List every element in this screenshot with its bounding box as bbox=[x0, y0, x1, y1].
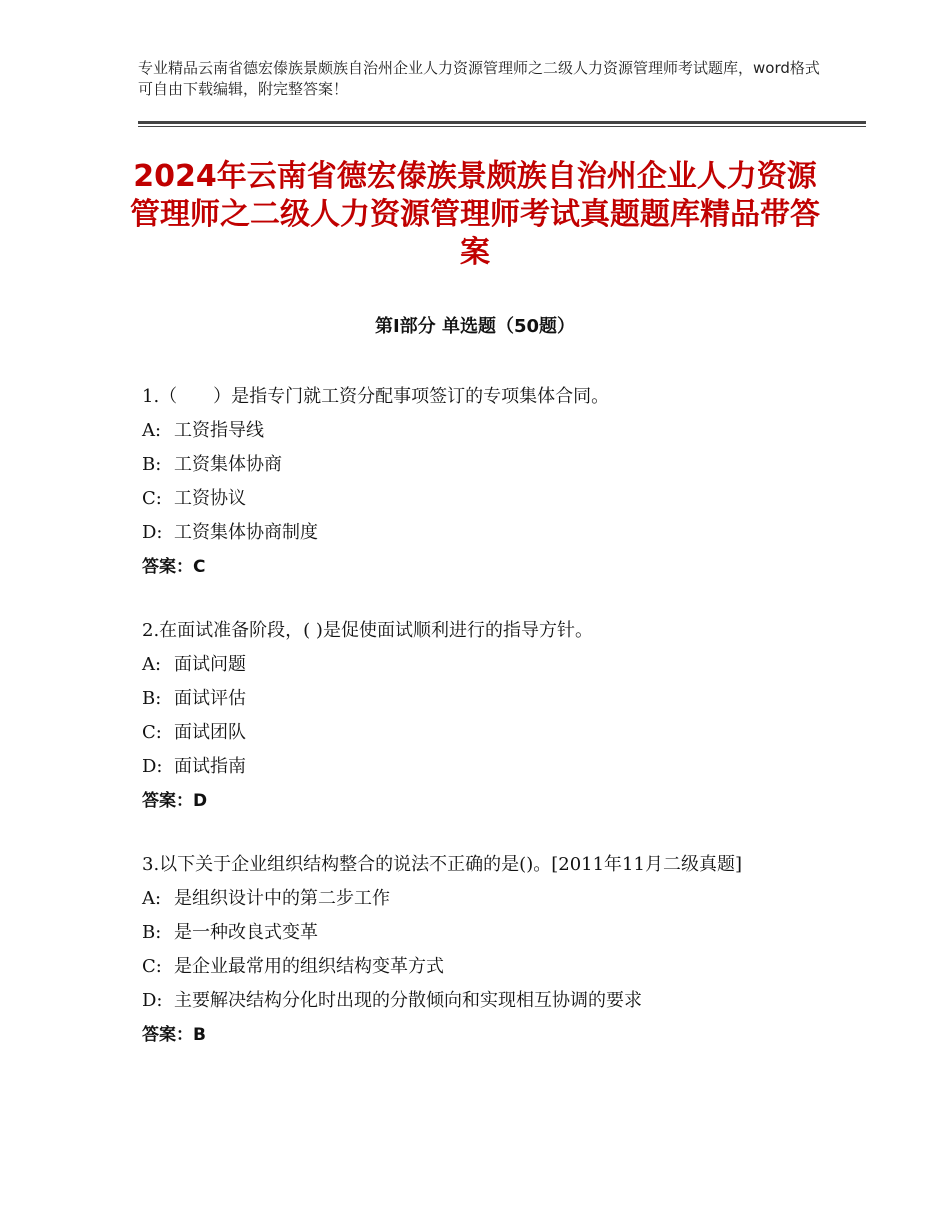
option-b bbox=[142, 450, 802, 480]
option-text: 工资协议 bbox=[174, 488, 246, 509]
answer: 答案：D bbox=[142, 791, 208, 811]
answer: 答案：C bbox=[142, 557, 206, 577]
option-key: C: bbox=[142, 488, 162, 509]
option-b bbox=[142, 918, 802, 948]
option-key: B: bbox=[142, 922, 162, 943]
option-d bbox=[142, 986, 802, 1016]
document-title: 2024年云南省德宏傣族景颇族自治州企业人力资源管理师之二级人力资源管理师考试真题题库精品带答案 bbox=[130, 159, 820, 270]
header-note: 专业精品云南省德宏傣族景颇族自治州企业人力资源管理师之二级人力资源管理师考试题库，word格式可自由下载编辑，附完整答案！ bbox=[138, 59, 820, 98]
option-a bbox=[142, 416, 802, 446]
option-key: B: bbox=[142, 688, 162, 709]
option-text: 面试团队 bbox=[174, 722, 246, 743]
option-text: 工资集体协商制度 bbox=[174, 522, 318, 543]
option-text: 工资指导线 bbox=[174, 420, 264, 441]
option-text: 是企业最常用的组织结构变革方式 bbox=[174, 956, 444, 977]
option-text: 主要解决结构分化时出现的分散倾向和实现相互协调的要求 bbox=[174, 990, 642, 1011]
option-key: D: bbox=[142, 756, 163, 777]
option-c bbox=[142, 484, 802, 514]
option-key: D: bbox=[142, 522, 163, 543]
option-a bbox=[142, 884, 802, 914]
option-text: 是一种改良式变革 bbox=[174, 922, 318, 943]
option-c bbox=[142, 952, 802, 982]
option-key: C: bbox=[142, 722, 162, 743]
question-stem: 3.以下关于企业组织结构整合的说法不正确的是()。[2011年11月二级真题] bbox=[142, 854, 742, 875]
option-key: A: bbox=[142, 888, 162, 909]
option-key: A: bbox=[142, 654, 162, 675]
question-stem: 2.在面试准备阶段，( )是促使面试顺利进行的指导方针。 bbox=[142, 620, 593, 641]
option-text: 是组织设计中的第二步工作 bbox=[174, 888, 390, 909]
question-stem: 1.（ ）是指专门就工资分配事项签订的专项集体合同。 bbox=[142, 386, 610, 407]
section-title: 第Ⅰ部分 单选题（50题） bbox=[374, 316, 575, 337]
question-1 bbox=[142, 382, 802, 582]
option-text: 工资集体协商 bbox=[174, 454, 282, 475]
option-a bbox=[142, 650, 802, 680]
option-text: 面试评估 bbox=[174, 688, 246, 709]
question-3 bbox=[142, 850, 802, 1050]
option-d bbox=[142, 518, 802, 548]
option-c bbox=[142, 718, 802, 748]
header-divider bbox=[138, 121, 866, 124]
option-key: C: bbox=[142, 956, 162, 977]
option-key: B: bbox=[142, 454, 162, 475]
option-key: D: bbox=[142, 990, 163, 1011]
question-2 bbox=[142, 616, 802, 816]
option-key: A: bbox=[142, 420, 162, 441]
answer: 答案：B bbox=[142, 1025, 206, 1045]
option-b bbox=[142, 684, 802, 714]
option-d bbox=[142, 752, 802, 782]
option-text: 面试问题 bbox=[174, 654, 246, 675]
option-text: 面试指南 bbox=[174, 756, 246, 777]
question-list bbox=[142, 382, 802, 1084]
